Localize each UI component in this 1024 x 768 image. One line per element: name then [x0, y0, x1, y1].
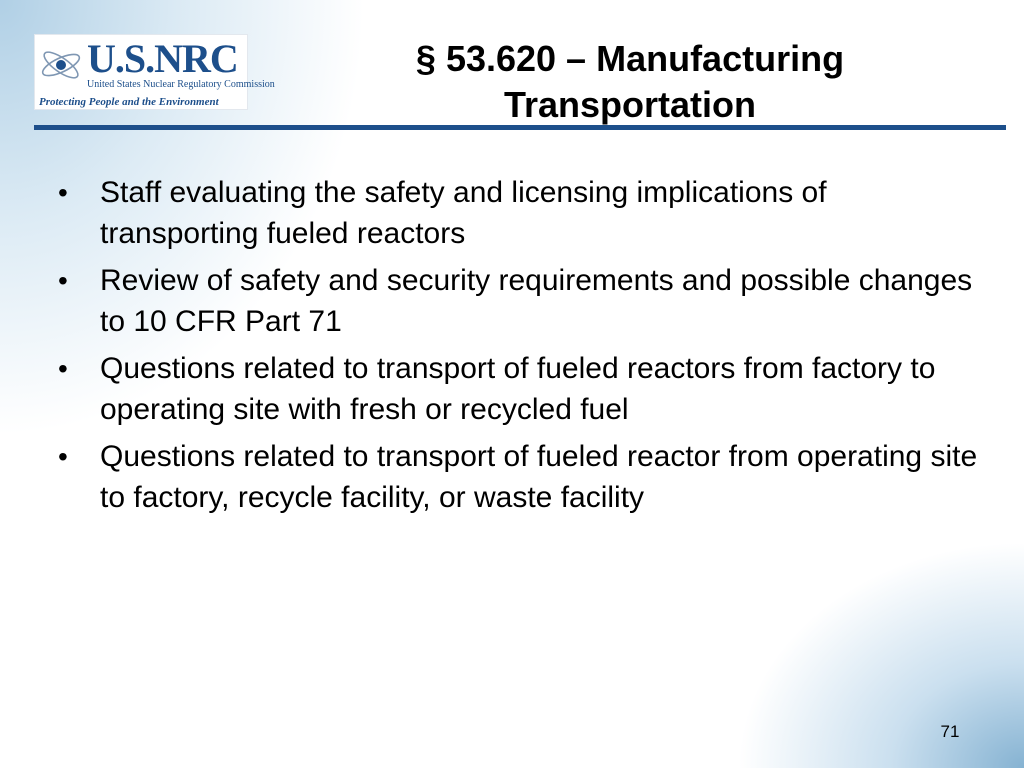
- bullet-text: Staff evaluating the safety and licensing implications of transporting fueled reactors: [100, 176, 827, 250]
- page-number: 71: [940, 722, 960, 741]
- nrc-logo: [34, 34, 275, 110]
- bullet-item: [58, 348, 978, 430]
- logo-subtitle: United States Nuclear Regulatory Commission: [87, 79, 275, 90]
- bullet-item: [58, 172, 978, 254]
- slide-title: [260, 36, 1000, 128]
- bullet-list: [58, 172, 978, 524]
- logo-brand-text: U.S.NRC: [87, 36, 238, 81]
- slide-title-line-2: Transportation: [503, 84, 757, 125]
- logo-tagline: Protecting People and the Environment: [35, 95, 247, 109]
- slide-title-line-1: § 53.620 – Manufacturing: [415, 38, 845, 79]
- bullet-text: Questions related to transport of fueled reactor from operating site to factory, recycle facility, or waste facility: [100, 440, 978, 514]
- title-divider: [34, 125, 1006, 130]
- bullet-item: [58, 436, 978, 518]
- bullet-icon: •: [58, 265, 68, 296]
- bullet-icon: •: [58, 353, 68, 384]
- bullet-item: [58, 260, 978, 342]
- bullet-text: Questions related to transport of fueled reactors from factory to operating site with fresh or recycled fuel: [100, 352, 936, 426]
- atom-icon: [39, 39, 87, 93]
- bullet-icon: •: [58, 441, 68, 472]
- bullet-icon: •: [58, 177, 68, 208]
- bullet-text: Review of safety and security requirements and possible changes to 10 CFR Part 71: [100, 264, 973, 338]
